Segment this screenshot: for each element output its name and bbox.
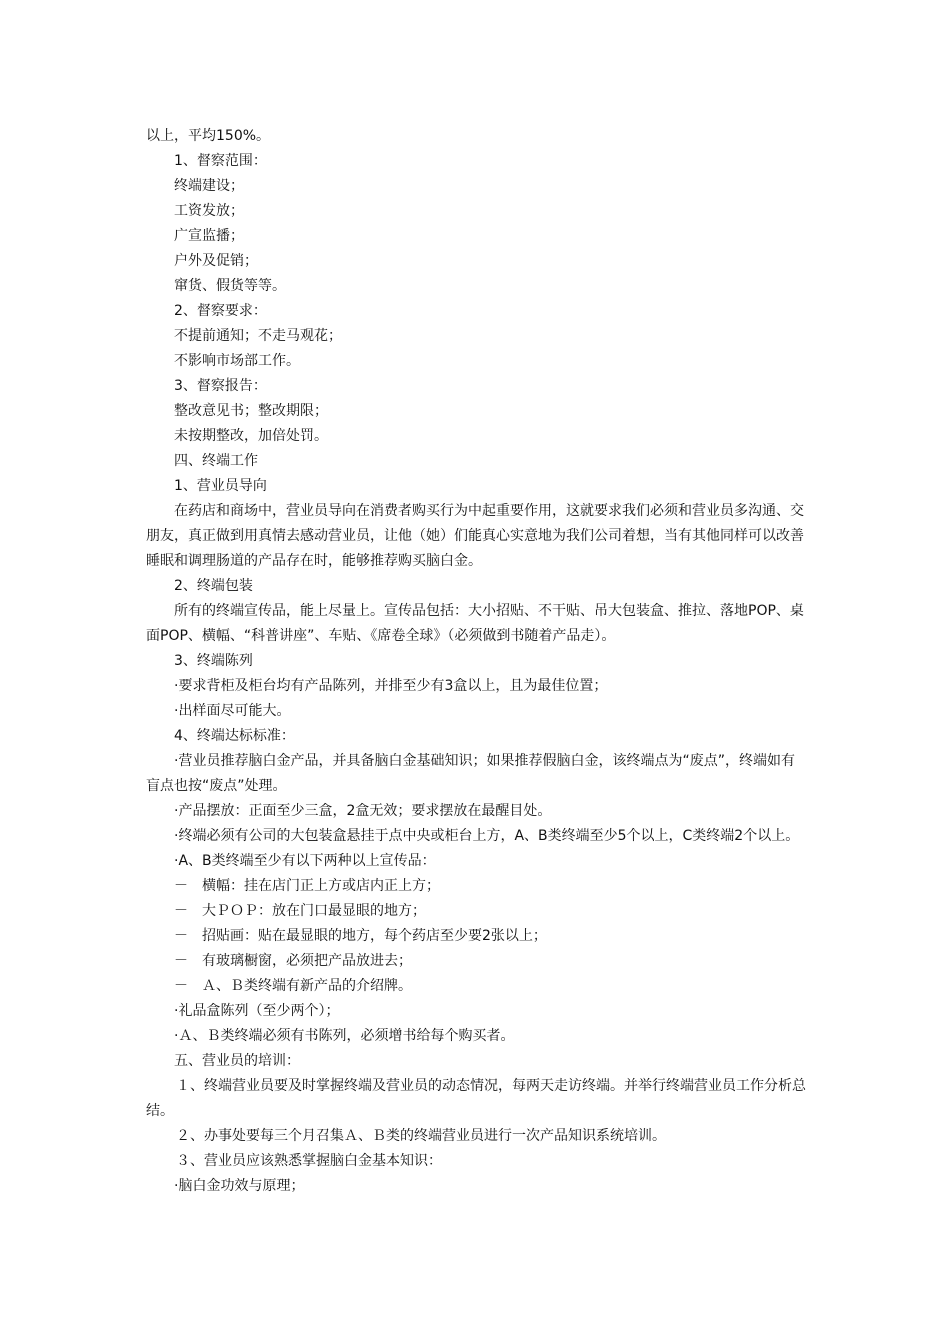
section-heading: 1、督察范围： [174,153,267,169]
bullet-item: ·要求背柜及柜台均有产品陈列，并排至少有3盒以上，且为最佳位置； [174,678,608,694]
dash-item: － 招贴画：贴在最显眼的地方，每个药店至少要2张以上； [174,928,547,944]
bullet-item: ·营业员推荐脑白金产品，并具备脑白金基础知识；如果推荐假脑白金，该终端点为“废点”，终端如有盲点也按“废点”处理。 [146,753,795,794]
document-body [146,124,806,1199]
list-item: 未按期整改，加倍处罚。 [174,428,328,444]
bullet-item: ·脑白金功效与原理； [174,1178,305,1194]
bullet-item: ·礼品盒陈列（至少两个）； [174,1003,340,1019]
section-heading: 1、营业员导向 [174,478,267,494]
numbered-item: １、终端营业员要及时掌握终端及营业员的动态情况，每两天走访终端。并举行终端营业员工作分析总结。 [146,1078,806,1119]
bullet-item: ·A、B类终端至少有以下两种以上宣传品： [174,853,436,869]
list-item: 广宣监播； [174,228,244,244]
list-item: 不提前通知；不走马观花； [174,328,342,344]
bullet-item: ·终端必须有公司的大包装盒悬挂于点中央或柜台上方，A、B类终端至少5个以上，C类终端2个以上。 [174,828,800,844]
dash-item: － 有玻璃橱窗，必须把产品放进去； [174,953,412,969]
chapter-heading: 四、终端工作 [174,453,258,469]
list-item: 窜货、假货等等。 [174,278,286,294]
section-heading: 2、终端包装 [174,578,253,594]
list-item: 整改意见书；整改期限； [174,403,328,419]
bullet-item: ·产品摆放：正面至少三盒，2盒无效；要求摆放在最醒目处。 [174,803,552,819]
dash-item: － 横幅：挂在店门正上方或店内正上方； [174,878,440,894]
paragraph: 以上，平均150%。 [146,128,271,144]
section-heading: 2、督察要求： [174,303,267,319]
bullet-item: ·Ａ、Ｂ类终端必须有书陈列，必须增书给每个购买者。 [174,1028,515,1044]
section-heading: 3、终端陈列 [174,653,253,669]
list-item: 终端建设； [174,178,244,194]
paragraph: 所有的终端宣传品，能上尽量上。宣传品包括：大小招贴、不干贴、吊大包装盒、推拉、落地POP、桌面POP、横幅、“科普讲座”、车贴、《席卷全球》（必须做到书随着产品走）。 [146,603,804,644]
numbered-item: ３、营业员应该熟悉掌握脑白金基本知识： [176,1153,442,1169]
numbered-item: ２、办事处要每三个月召集Ａ、Ｂ类的终端营业员进行一次产品知识系统培训。 [176,1128,666,1144]
list-item: 户外及促销； [174,253,258,269]
section-heading: 3、督察报告： [174,378,267,394]
section-heading: 4、终端达标标准： [174,728,295,744]
paragraph: 在药店和商场中，营业员导向在消费者购买行为中起重要作用，这就要求我们必须和营业员多沟通、交朋友，真正做到用真情去感动营业员，让他（她）们能真心实意地为我们公司着想，当有其他同样可以改善睡眠和调理肠道的产品存在时，能够推荐购买脑白金。 [146,503,804,569]
bullet-item: ·出样面尽可能大。 [174,703,291,719]
dash-item: － Ａ、Ｂ类终端有新产品的介绍牌。 [174,978,412,994]
list-item: 工资发放； [174,203,244,219]
chapter-heading: 五、营业员的培训： [174,1053,300,1069]
list-item: 不影响市场部工作。 [174,353,300,369]
dash-item: － 大ＰＯＰ：放在门口最显眼的地方； [174,903,426,919]
